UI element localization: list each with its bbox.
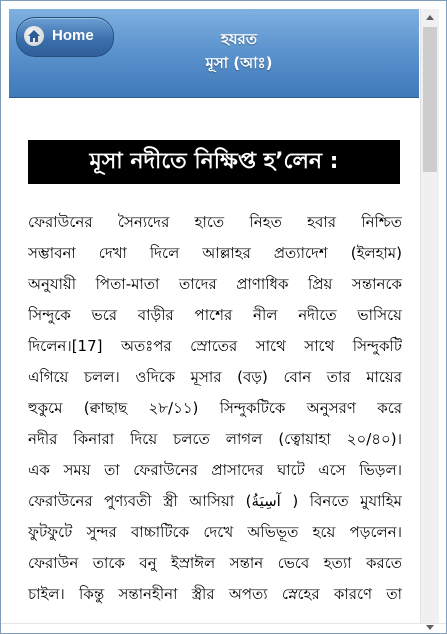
body-line: ফেরাউনের সৈন্যদের হাতে নিহত হবার নিশ্চিত — [28, 213, 402, 231]
body-line: সম্ভাবনা দেখা দিলে আল্লাহর প্রত্যাদেশ (ইলহাম) — [28, 244, 402, 262]
section-heading: মূসা নদীতে নিক্ষিপ্ত হ’লেন : — [28, 140, 400, 184]
body-line: ফেরাউনের পুণ্যবতী স্ত্রী আসিয়া (آسِيَةُ ) বিনতে মুযাহিম — [28, 492, 402, 510]
body-line: হুকুমে (ক্বাছাছ ২৮/১১) সিন্দুকটিকে অনুসরণ করে — [28, 399, 402, 417]
home-icon — [24, 26, 44, 46]
scroll-down-arrow-icon[interactable] — [426, 625, 434, 630]
home-button[interactable] — [16, 17, 114, 57]
body-line: নদীর কিনারা দিয়ে চলতে লাগল (ত্বোয়াহা ২০/৪০)। — [28, 430, 402, 448]
bottom-bar — [1, 623, 446, 634]
body-line: সিন্দুকে ভরে বাড়ীর পাশের নীল নদীতে ভাসিয়ে — [28, 306, 402, 324]
header-bar — [9, 9, 419, 98]
article-body — [28, 207, 402, 610]
scroll-thumb[interactable] — [423, 27, 437, 172]
page-title-line-1: হযরত — [220, 30, 258, 48]
body-line: চাইল। কিন্তু সন্তানহীনা স্ত্রীর অপত্য স্নেহের কারণে তা — [28, 585, 402, 603]
page-title — [129, 27, 349, 75]
page-title-line-2: মূসা (আঃ) — [205, 54, 273, 72]
scroll-up-arrow-icon[interactable] — [421, 9, 439, 26]
body-line: ফুটফুটে সুন্দর বাচ্চাটিকে দেখে অভিভূত হয়ে পড়লেন। — [28, 523, 402, 541]
body-line: এগিয়ে চলল। ওদিকে মূসার (বড়) বোন তার মায়ের — [28, 368, 402, 386]
body-line: ফেরাউন তাকে বনু ইস্রাঈল সন্তান ভেবে হত্যা করতে — [28, 554, 402, 572]
vertical-scrollbar[interactable] — [420, 9, 439, 633]
content-area[interactable] — [9, 98, 419, 633]
body-line: দিলেন।[17] অতঃপর স্রোতের সাথে সাথে সিন্দুকটি — [28, 337, 402, 355]
home-button-label: Home — [52, 27, 94, 44]
body-line: এক সময় তা ফেরাউনের প্রাসাদের ঘাটে এসে ভিড়ল। — [28, 461, 402, 479]
body-line: অনুযায়ী পিতা-মাতা তাদের প্রাণাধিক প্রিয় সন্তানকে — [28, 275, 402, 293]
